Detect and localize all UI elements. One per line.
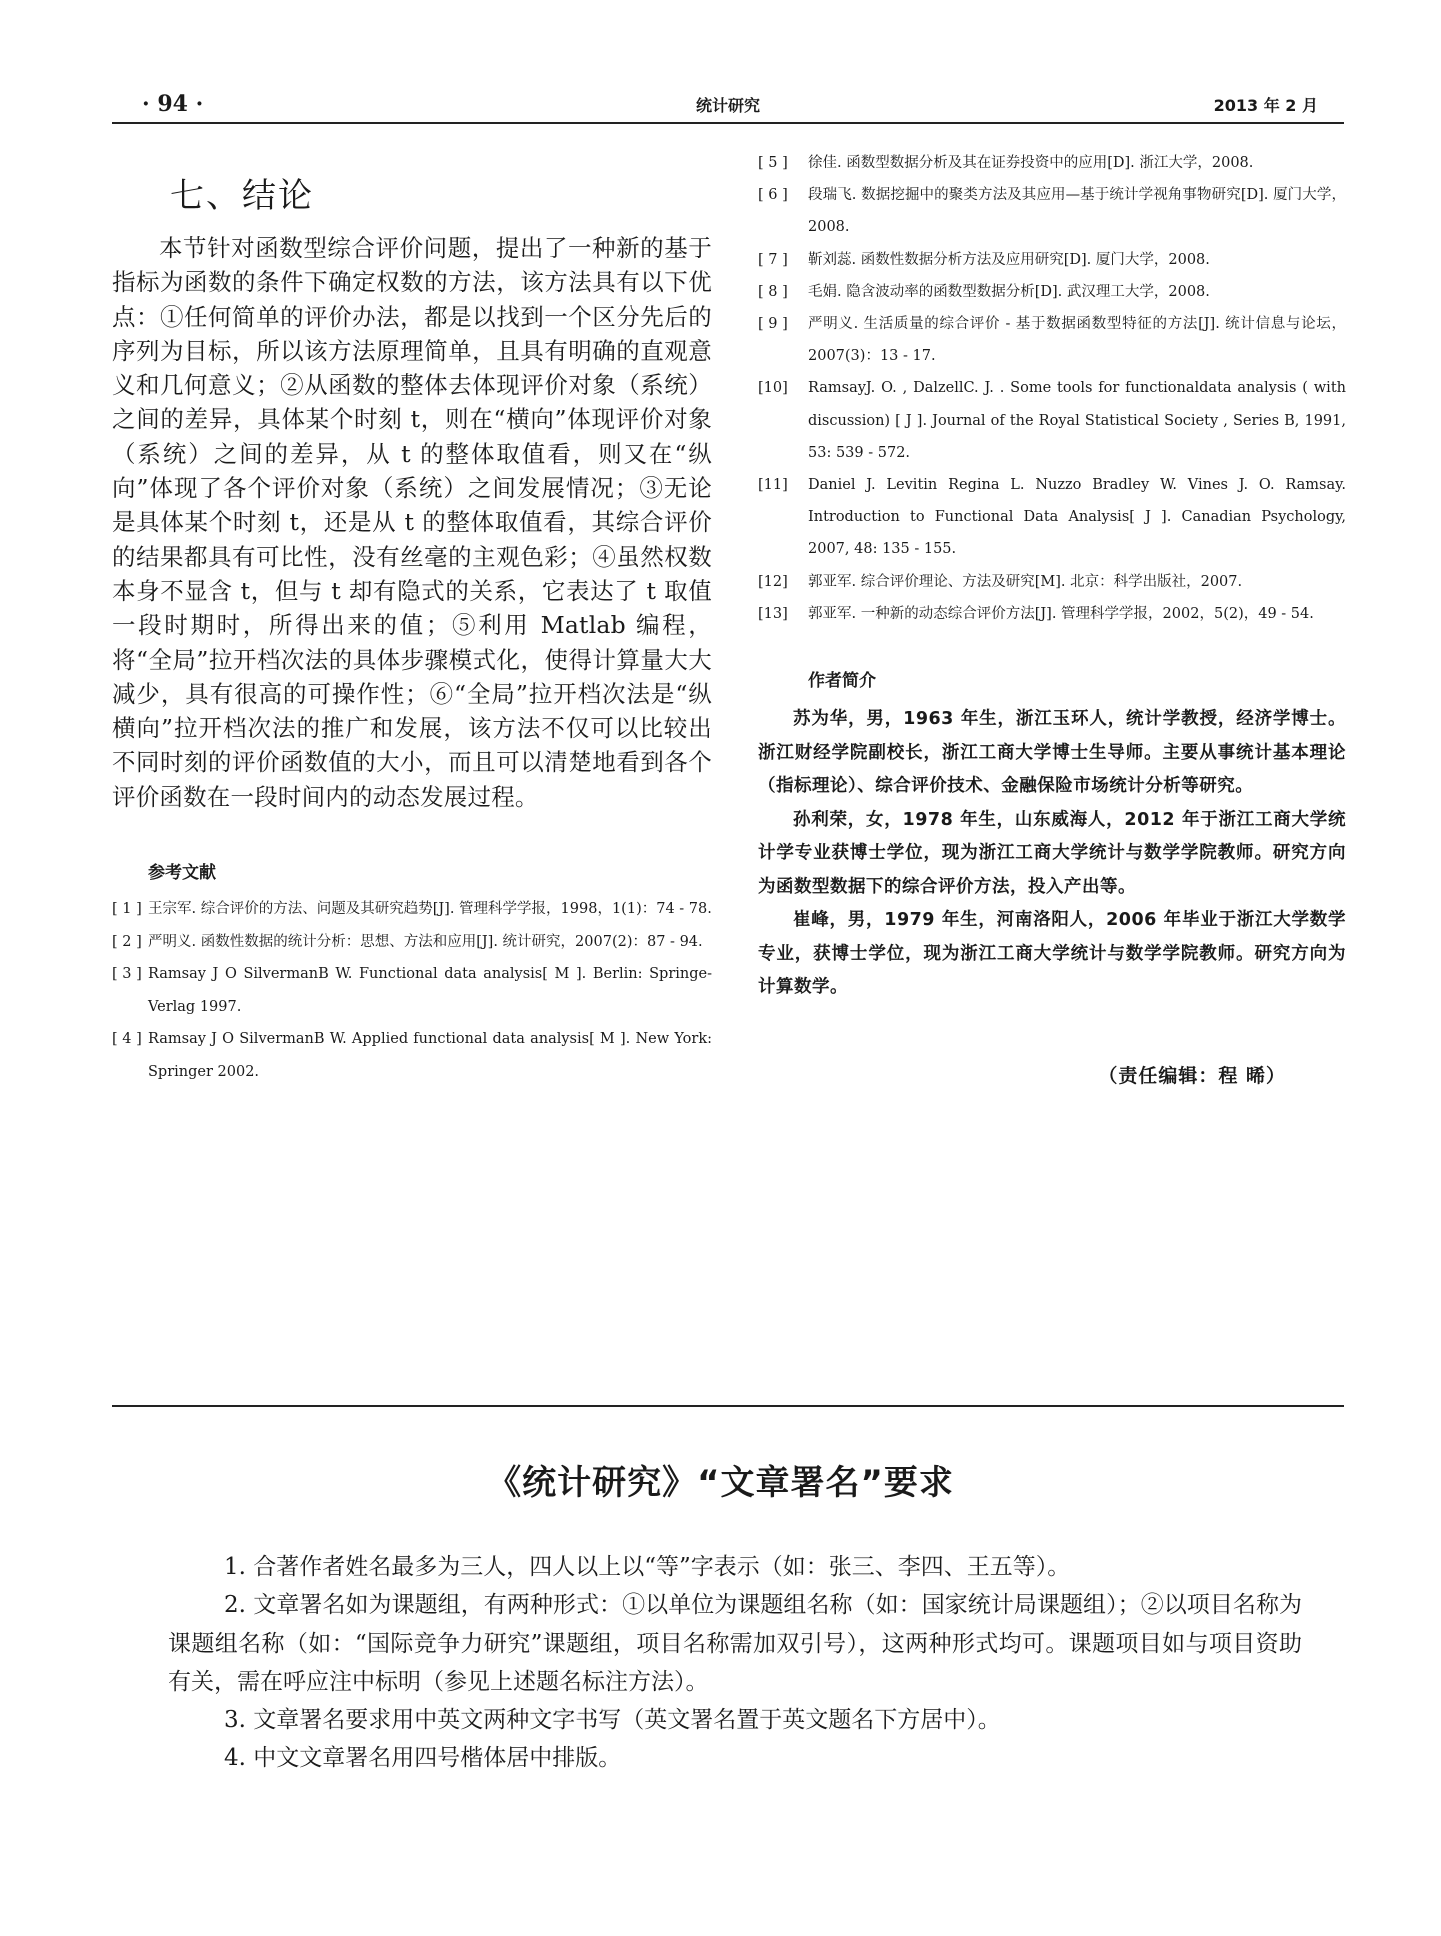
page-header [112, 86, 1344, 124]
reference-item [758, 598, 1346, 630]
issue-date: 2013 年 2 月 [1213, 95, 1318, 115]
reference-number: [ 2 ] [112, 933, 142, 950]
reference-item [758, 244, 1346, 276]
reference-number: [13] [758, 605, 788, 622]
reference-item [758, 566, 1346, 598]
author-bio-title: 作者简介 [808, 671, 876, 692]
reference-text: 徐佳. 函数型数据分析及其在证券投资中的应用[D]. 浙江大学，2008. [808, 155, 1254, 171]
references-list-left [112, 893, 712, 1088]
reference-item [112, 958, 712, 1023]
reference-text: 毛娟. 隐含波动率的函数型数据分析[D]. 武汉理工大学，2008. [808, 283, 1210, 300]
notice-item: 4. 中文文章署名用四号楷体居中排版。 [224, 1745, 622, 1772]
notice-item: 3. 文章署名要求用中英文两种文字书写（英文署名置于英文题名下方居中）。 [224, 1707, 1001, 1734]
author-bio-2: 孙利荣，女，1978 年生，山东威海人，2012 年于浙江工商大学统计学专业获博士学位，现为浙江工商大学统计与数学学院教师。研究方向为函数型数据下的综合评价方法，投入产出等。 [758, 809, 1346, 897]
reference-number: [10] [758, 380, 788, 397]
notice-item: 1. 合著作者姓名最多为三人，四人以上以“等”字表示（如：张三、李四、王五等）。 [224, 1554, 1071, 1580]
reference-number: [ 1 ] [112, 901, 142, 918]
reference-item [758, 372, 1346, 469]
journal-name: 统计研究 [695, 95, 761, 115]
reference-item [112, 1023, 712, 1088]
reference-text: 郭亚军. 综合评价理论、方法及研究[M]. 北京：科学出版社，2007. [808, 573, 1243, 590]
notice-item: 2. 文章署名如为课题组，有两种形式：①以单位为课题组名称（如：国家统计局课题组）；②以项目名称为课题组名称（如：“国际竞争力研究”课题组，项目名称需加双引号），这两种形式均可。课题项目如与项目资助有关，需在呼应注中标明（参见上述题名标注方法）。 [168, 1592, 1302, 1695]
references-title: 参考文献 [148, 863, 216, 884]
reference-text: 严明义. 生活质量的综合评价 - 基于数据函数型特征的方法[J]. 统计信息与论坛，2007(3)：13 - 17. [808, 316, 1346, 365]
section-divider [112, 1405, 1344, 1407]
reference-item [758, 179, 1346, 243]
reference-item [758, 469, 1346, 566]
reference-number: [ 4 ] [112, 1031, 142, 1048]
reference-text: 王宗军. 综合评价的方法、问题及其研究趋势[J]. 管理科学学报，1998，1(1)：74 - 78. [148, 901, 712, 918]
author-bio-3: 崔峰，男，1979 年生，河南洛阳人，2006 年毕业于浙江大学数学专业，获博士学位，现为浙江工商大学统计与数学学院教师。研究方向为计算数学。 [758, 910, 1346, 998]
notice-title: 《统计研究》“文章署名”要求 [487, 1463, 954, 1503]
page-number: · 94 · [142, 91, 204, 117]
references-list-right [758, 147, 1346, 630]
reference-text: Ramsay J O SilvermanB W. Functional data analysis[ M ]. Berlin: Springe-Verlag 1997. [148, 966, 712, 1015]
reference-text: Daniel J. Levitin Regina L. Nuzzo Bradley W. Vines J. O. Ramsay. Introduction to Functional Data Analysis[ J ]. Canadian Psychology, 2007, 48: 135 - 155. [808, 477, 1346, 558]
reference-number: [ 6 ] [758, 187, 788, 204]
reference-number: [12] [758, 573, 788, 590]
reference-text: 郭亚军. 一种新的动态综合评价方法[J]. 管理科学学报，2002，5(2)，49 - 54. [808, 605, 1314, 622]
section-title: 七、结论 [170, 176, 314, 216]
reference-number: [ 8 ] [758, 283, 788, 300]
reference-number: [ 3 ] [112, 966, 142, 983]
notice-body [168, 1548, 1302, 1778]
reference-text: 段瑞飞. 数据挖掘中的聚类方法及其应用—基于统计学视角事物研究[D]. 厦门大学，2008. [808, 187, 1346, 236]
reference-text: Ramsay J O SilvermanB W. Applied functional data analysis[ M ]. New York: Springer 2002. [148, 1031, 712, 1080]
reference-number: [ 7 ] [758, 251, 788, 268]
reference-text: 靳刘蕊. 函数性数据分析方法及应用研究[D]. 厦门大学，2008. [808, 251, 1210, 268]
responsible-editor: （责任编辑：程 晞） [1098, 1064, 1286, 1087]
author-bio-1: 苏为华，男，1963 年生，浙江玉环人，统计学教授，经济学博士。浙江财经学院副校长，浙江工商大学博士生导师。主要从事统计基本理论（指标理论）、综合评价技术、金融保险市场统计分析等研究。 [758, 709, 1346, 797]
reference-item [758, 147, 1346, 179]
reference-number: [ 9 ] [758, 316, 788, 333]
reference-number: [ 5 ] [758, 155, 788, 171]
reference-text: RamsayJ. O. , DalzellC. J. . Some tools for functionaldata analysis ( with discussion) [ J ]. Journal of the Royal Statistical Society , Series B, 1991, 53: 539 - 572. [808, 380, 1346, 461]
reference-item [112, 926, 712, 959]
right-column [758, 147, 1346, 1088]
reference-text: 严明义. 函数性数据的统计分析：思想、方法和应用[J]. 统计研究，2007(2)：87 - 94. [148, 933, 703, 950]
left-column [112, 150, 712, 1088]
reference-item [758, 308, 1346, 372]
reference-item [758, 276, 1346, 308]
conclusion-paragraph: 本节针对函数型综合评价问题，提出了一种新的基于指标为函数的条件下确定权数的方法，该方法具有以下优点：①任何简单的评价办法，都是以找到一个区分先后的序列为目标，所以该方法原理简单，且具有明确的直观意义和几何意义；②从函数的整体去体现评价对象（系统）之间的差异，具体某个时刻 t，则在“横向”体现评价对象（系统）之间的差异，从 t 的整体取值看，则又在“纵向”体现了各个评价对象（系统）之间发展情况；③无论是具体某个时刻 t，还是从 t 的整体取值看，其综合评价的结果都具有可比性，没有丝毫的主观色彩；④虽然权数本身不显含 t，但与 t 却有隐式的关系，它表达了 t 取值一段时期时，所得出来的值；⑤利用 Matlab 编程，将“全局”拉开档次法的具体步骤模式化，使得计算量大大减少，具有很高的可操作性；⑥“全局”拉开档次法是“纵横向”拉开档次法的推广和发展，该方法不仅可以比较出不同时刻的评价函数值的大小，而且可以清楚地看到各个评价函数在一段时间内的动态发展过程。 [112, 234, 712, 811]
reference-number: [11] [758, 477, 788, 494]
reference-item [112, 893, 712, 926]
